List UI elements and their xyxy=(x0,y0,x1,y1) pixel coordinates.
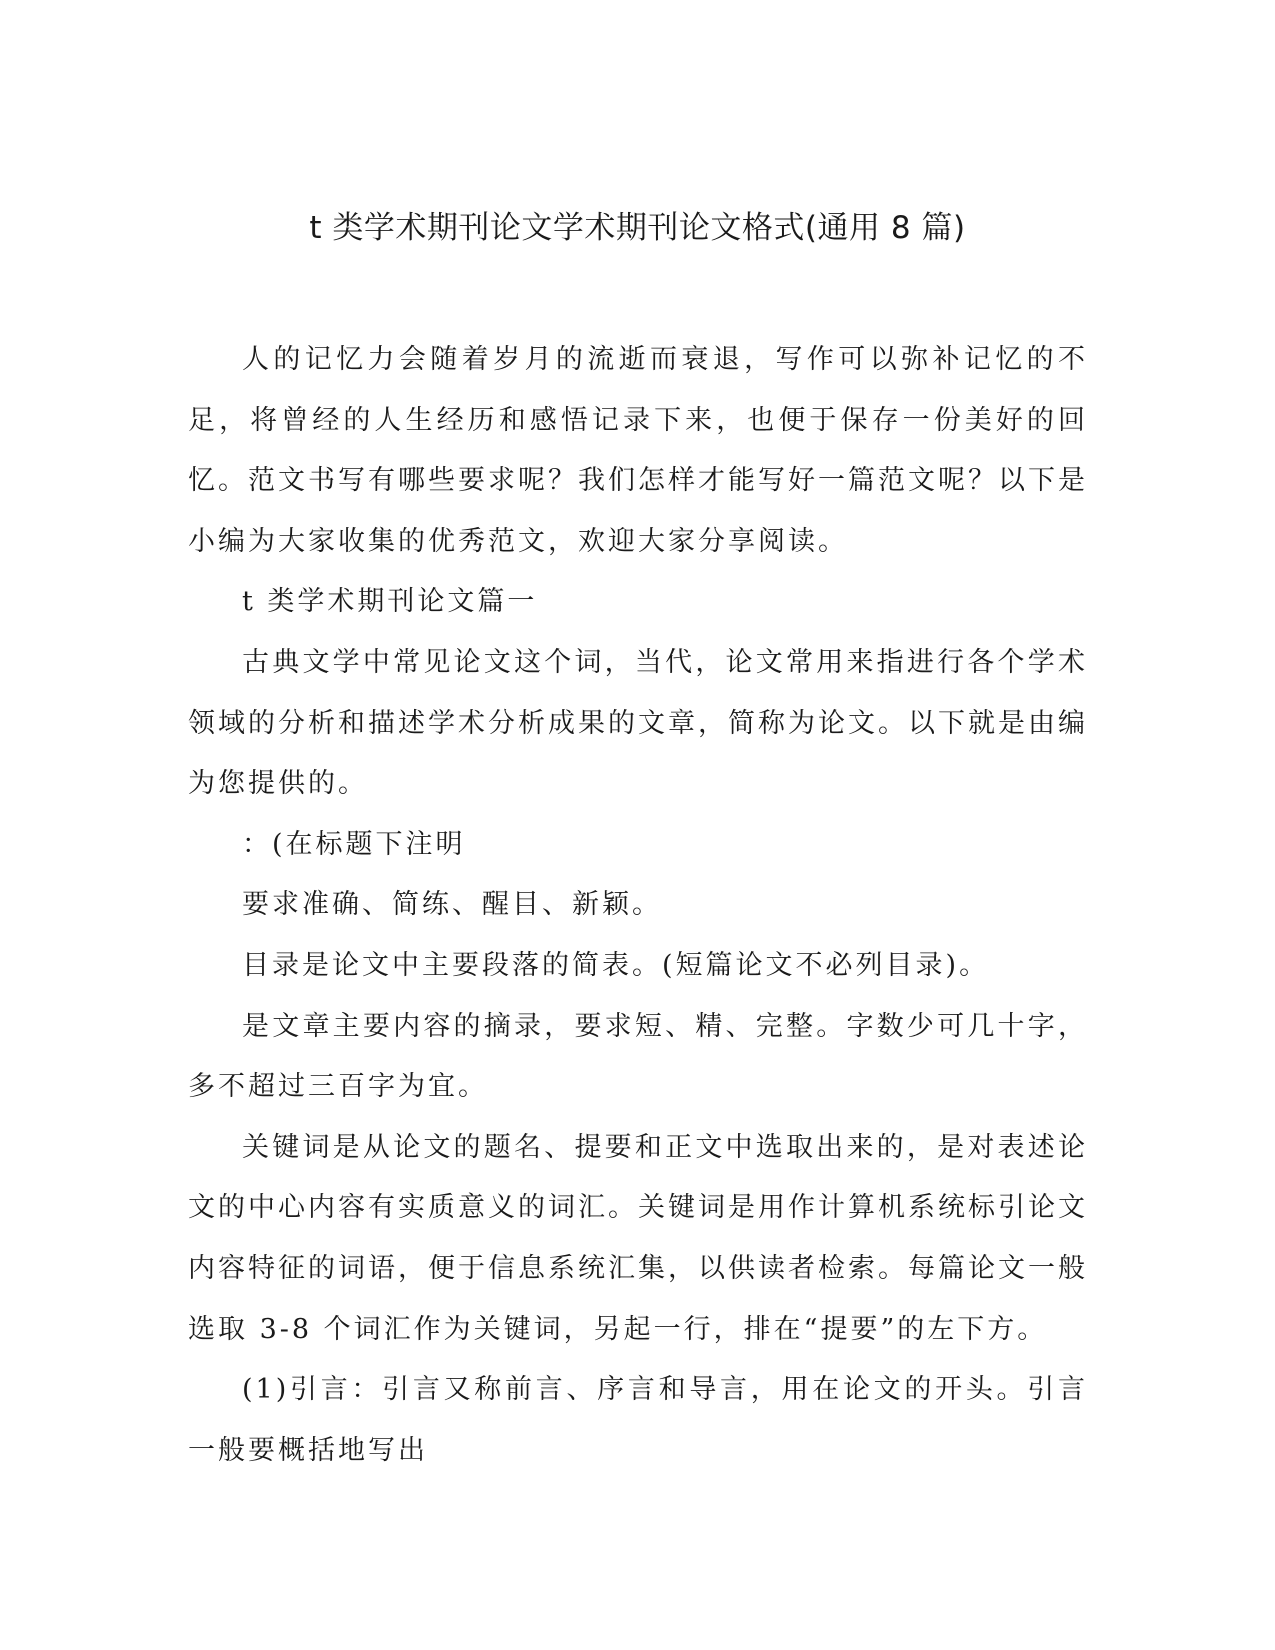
paragraph-definition: 古典文学中常见论文这个词，当代，论文常用来指进行各个学术领域的分析和描述学术分析成果的文章，简称为论文。以下就是由编为您提供的。 xyxy=(188,646,1088,800)
paragraph-keywords: 关键词是从论文的题名、提要和正文中选取出来的，是对表述论文的中心内容有实质意义的词汇。关键词是用作计算机系统标引论文内容特征的词语，便于信息系统汇集，以供读者检索。每篇论文一般选取 3-8 个词汇作为关键词，另起一行，排在“提要”的左下方。 xyxy=(188,1131,1088,1345)
paragraph-note: ：(在标题下注明 xyxy=(242,828,466,860)
document-body xyxy=(188,330,1088,1481)
paragraph-abstract: 是文章主要内容的摘录，要求短、精、完整。字数少可几十字，多不超过三百字为宜。 xyxy=(188,1010,1088,1103)
paragraph-title-requirement: 要求准确、简练、醒目、新颖。 xyxy=(242,889,662,921)
paragraph-contents: 目录是论文中主要段落的简表。(短篇论文不必列目录)。 xyxy=(242,949,990,981)
document-title: t 类学术期刊论文学术期刊论文格式(通用 8 篇) xyxy=(309,210,966,246)
paragraph-intro: 人的记忆力会随着岁月的流逝而衰退，写作可以弥补记忆的不足，将曾经的人生经历和感悟记录下来，也便于保存一份美好的回忆。范文书写有哪些要求呢？我们怎样才能写好一篇范文呢？以下是小编为大家收集的优秀范文，欢迎大家分享阅读。 xyxy=(188,344,1088,557)
paragraph-introduction: (1)引言：引言又称前言、序言和导言，用在论文的开头。引言一般要概括地写出 xyxy=(188,1374,1088,1466)
section-heading: t 类学术期刊论文篇一 xyxy=(242,586,538,618)
